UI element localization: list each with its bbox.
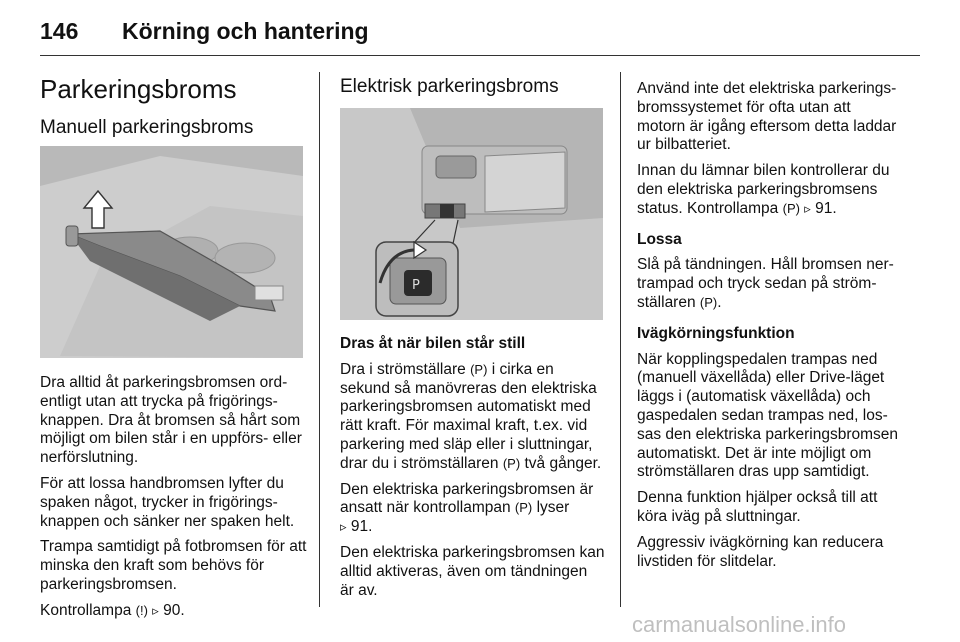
right-column-text <box>637 80 902 578</box>
paragraph: Använd inte det elektriska parkeringsbromssystemet för ofta utan att motorn är igång eftersom detta laddar ur bilbatteriet. <box>637 80 897 154</box>
paragraph: När kopplingspedalen trampas ned (manuell växellåda) eller Drive-läget läggs i (automatisk växellåda) och gaspedalen sedan trampas ned, lossas den elektriska parkeringsbromsen automatiskt. Det är inte möjligt om strömställaren dras upp samtidigt. <box>637 350 899 481</box>
parking-brake-icon: (P) <box>699 294 718 310</box>
paragraph <box>340 481 605 537</box>
header-rule <box>40 55 920 56</box>
manual-parking-brake-illustration <box>40 146 303 358</box>
subheading: Lossa <box>637 230 682 248</box>
text-span: i cirka en sekund så manövreras den elektriska parkeringsbromsen automatiskt med rätt kraft. För maximal kraft, t.ex. vid parkering med släp eller i sluttningar, drar du i strömställaren <box>340 360 597 472</box>
brake-warning-icon: (!) <box>135 602 148 618</box>
text-span: Slå på tändningen. Håll bromsen nertrampad och tryck sedan på strömställaren <box>637 256 894 311</box>
text-span: Den elektriska parkeringsbromsen är ansatt när kontrollampan <box>340 480 594 517</box>
page-reference: 91. <box>350 518 373 536</box>
subsection-title: Elektrisk parkeringsbroms <box>340 76 559 97</box>
text-span: . <box>717 293 722 311</box>
paragraph <box>40 602 308 621</box>
page-ref-arrow-icon: ▹ <box>340 519 347 535</box>
text-span: Innan du lämnar bilen kontrollerar du den elektriska parkeringsbromsens status. Kontrollampa <box>637 162 890 217</box>
text-span: två gånger. <box>524 454 602 472</box>
paragraph: Den elektriska parkeringsbromsen kan alltid aktiveras, även om tändningen är av. <box>340 543 605 599</box>
parking-brake-icon: (P) <box>782 200 800 216</box>
chapter-title: Körning och hantering <box>122 18 369 44</box>
paragraph: Aggressiv ivägkörning kan reducera livstiden för slitdelar. <box>637 533 884 570</box>
page-reference: 91. <box>815 199 837 217</box>
indicator-text: Kontrollampa <box>40 601 132 619</box>
electric-parking-brake-illustration <box>340 108 603 320</box>
subheading: Ivägkörningsfunktion <box>637 324 795 342</box>
watermark: carmanualsonline.info <box>632 612 847 637</box>
svg-text:P: P <box>412 278 420 293</box>
middle-column-title <box>340 78 605 104</box>
left-column-text <box>40 374 308 628</box>
paragraph <box>637 256 902 312</box>
text-span: Dra i strömställare <box>340 360 466 378</box>
section-title: Parkeringsbroms <box>40 74 237 104</box>
paragraph: Denna funktion hjälper också till att köra iväg på sluttningar. <box>637 489 878 525</box>
column-divider-2 <box>620 72 621 607</box>
parking-brake-icon: (P) <box>502 455 521 471</box>
middle-column-text <box>340 335 605 607</box>
subheading: Dras åt när bilen står still <box>340 335 526 352</box>
page-reference: 90. <box>163 601 185 619</box>
paragraph: Trampa samtidigt på fotbromsen för att minska den kraft som behövs för parkeringsbromsen. <box>40 538 307 593</box>
page-ref-arrow-icon: ▹ <box>804 200 811 216</box>
page-header <box>40 18 369 45</box>
text-span: lyser <box>536 499 570 517</box>
paragraph <box>637 162 902 218</box>
column-divider-1 <box>319 72 320 607</box>
paragraph: För att lossa handbromsen lyfter du spaken något, trycker in frigöringsknappen och sänker ner spaken helt. <box>40 474 295 530</box>
paragraph <box>340 361 605 474</box>
page-ref-arrow-icon: ▹ <box>152 602 159 618</box>
parking-brake-icon: (P) <box>470 361 488 377</box>
subsection-title: Manuell parkeringsbroms <box>40 117 254 138</box>
page-number: 146 <box>40 18 79 44</box>
parking-brake-icon: (P) <box>514 500 533 516</box>
paragraph: Dra alltid åt parkeringsbromsen ordentligt utan att trycka på frigöringsknappen. Dra åt bromsen så hårt som möjligt om bilen står i en uppförs- eller nerförslutning. <box>40 374 302 467</box>
